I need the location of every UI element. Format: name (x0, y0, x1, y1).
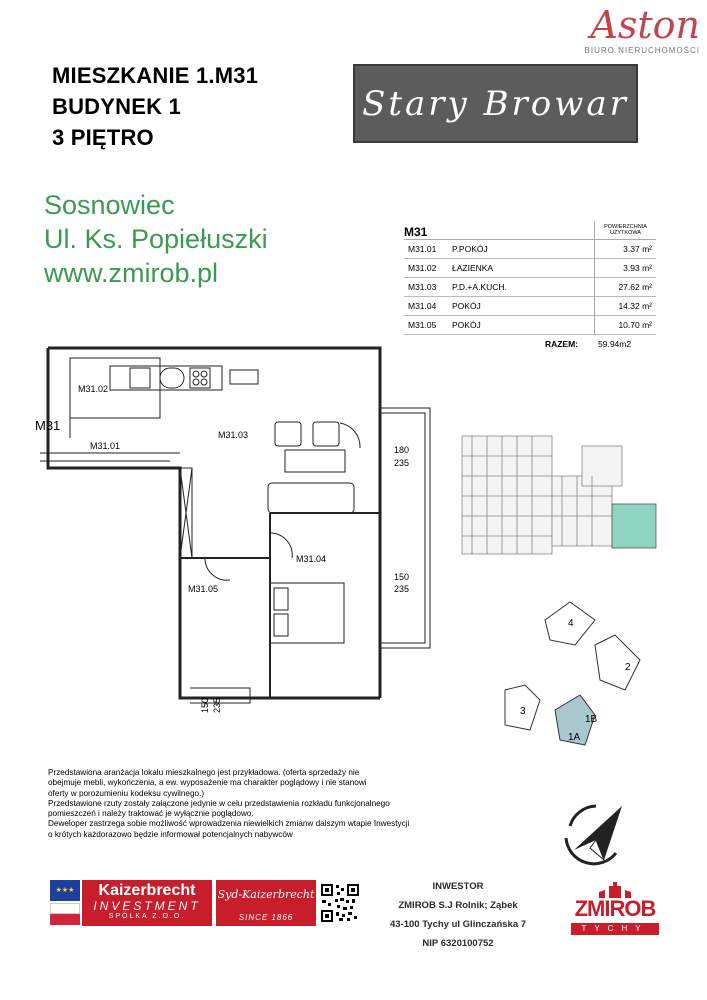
area-table-row (404, 278, 656, 297)
developer-logo (565, 880, 665, 942)
disclaimer-line: pomieszczeń i należy traktować je wyłącznie poglądowo. (48, 809, 254, 819)
project-logo-text: Stary Browar (362, 83, 629, 124)
developer-name: ZMIROB (574, 896, 656, 921)
area-cell-name: POKÓJ (452, 320, 481, 330)
area-cell-area: 3.93 m² (594, 259, 656, 278)
location-street: Ul. Ks. Popiełuszki (44, 224, 268, 254)
area-table-header (404, 222, 656, 240)
agency-logo-name: Aston (590, 3, 700, 47)
partner-line2: INVESTMENT (93, 899, 201, 913)
floor-plan-unit-code: M31 (35, 418, 61, 433)
area-cell-code: M31.05 (408, 320, 437, 330)
room-label-02: M31.02 (78, 384, 109, 394)
compass-icon (556, 798, 630, 872)
area-cell-area: 10.70 m² (594, 316, 656, 335)
apartment-title (52, 60, 258, 153)
total-label: RAZEM: (544, 339, 578, 349)
window-dim-1-top: 180 (394, 445, 410, 455)
room-label-01: M31.01 (90, 441, 121, 451)
apartment-number: MIESZKANIE 1.M31 (52, 63, 259, 88)
area-cell-name: POKÓJ (452, 301, 481, 311)
area-table-row (404, 259, 656, 278)
agency-logo-subtitle: BIURO NIERUCHOMOŚCI (584, 46, 700, 55)
site-label-4: 4 (568, 618, 574, 629)
project-logo (353, 64, 638, 143)
area-cell-area: 14.32 m² (594, 297, 656, 316)
area-cell-code: M31.01 (408, 244, 437, 254)
location-block (44, 188, 268, 290)
room-label-05: M31.05 (188, 584, 219, 594)
investor-block (372, 877, 544, 953)
investor-address: 43-100 Tychy ul Glinczańska 7 (389, 919, 527, 930)
agency-logo (582, 4, 700, 55)
area-cell-code: M31.04 (408, 301, 437, 311)
area-cell-name: P.POKÓJ (452, 244, 488, 254)
disclaimer (48, 768, 418, 840)
floor-minimap (452, 426, 667, 566)
website-link[interactable]: www.zmirob.pl (44, 258, 219, 288)
partner-line3: SPÓŁKA Z.O.O. (108, 913, 186, 920)
window-dim-3-bottom: 235 (212, 697, 222, 713)
area-cell-code: M31.03 (408, 282, 437, 292)
floor-number: 3 PIĘTRO (52, 125, 154, 150)
partner-logo (50, 880, 316, 926)
site-map-drawing (485, 600, 645, 750)
area-table-row (404, 316, 656, 335)
room-label-04: M31.04 (296, 554, 327, 564)
location-city: Sosnowiec (44, 190, 175, 220)
area-cell-area: 27.62 m² (594, 278, 656, 297)
site-label-2: 2 (625, 662, 631, 673)
site-map (485, 600, 645, 750)
area-cell-area: 3.37 m² (594, 240, 656, 259)
partner-script-logo (216, 880, 316, 926)
pl-flag-white-icon (50, 903, 80, 914)
area-table-unit-code: M31 (404, 225, 428, 239)
window-dim-2-top: 150 (394, 572, 410, 582)
disclaimer-line: Przedstawiona aranżacja lokalu mieszkalnego jest przykładowa. (oferta sprzedaży nie (48, 768, 360, 777)
floor-plan (30, 338, 450, 738)
site-label-3: 3 (520, 706, 526, 717)
disclaimer-line: Przedstawione rzuty zostały załączone jedynie w celu przedstawienia rozkładu funkcjonalnego (48, 798, 390, 808)
window-dim-2-bottom: 235 (394, 584, 410, 594)
qr-code-icon[interactable] (320, 883, 360, 923)
area-table-rows (404, 240, 656, 335)
partner-name: Kaizerbrecht (98, 882, 196, 899)
investor-nip: NIP 6320100752 (422, 938, 494, 949)
building-number: BUDYNEK 1 (52, 94, 181, 119)
window-dim-3-top: 150 (200, 697, 210, 713)
area-table-row (404, 240, 656, 259)
area-table-column-header: POWIERZCHNIA UŻYTKOWA (594, 221, 656, 239)
partner-script-name: Syd-Kaizerbrecht (217, 888, 315, 901)
total-value: 59.94m2 (598, 339, 632, 349)
area-table-row (404, 297, 656, 316)
disclaimer-line: oferty w porozumieniu kodeksu cywilnego.) (48, 788, 205, 798)
developer-city: TYCHY (571, 923, 659, 935)
disclaimer-line: o krótych każdorazowo będzie informował potencjalnych nabywców (48, 829, 293, 839)
eu-flag-icon: ★★★ (50, 880, 80, 901)
window-dim-1-bottom: 235 (394, 458, 410, 468)
site-label-1b: 1B (585, 714, 598, 725)
area-table (404, 222, 656, 353)
room-label-03: M31.03 (218, 430, 249, 440)
area-cell-code: M31.02 (408, 263, 437, 273)
disclaimer-line: obejmuje mebli, wykończenia, a ew. wyposażenie ma charakter poglądowy i nie stanowi (48, 778, 367, 788)
investor-company: ZMIROB S.J Rolnik; Ząbek (398, 900, 518, 911)
highlighted-unit (612, 504, 656, 548)
area-cell-name: P.D.+A.KUCH. (452, 282, 507, 292)
site-label-1a: 1A (568, 732, 581, 743)
pl-flag-red-icon (50, 914, 80, 925)
floor-plan-drawing (30, 338, 450, 738)
partner-since: SINCE 1866 (238, 913, 294, 922)
partner-brand (82, 880, 212, 926)
area-cell-name: ŁAZIENKA (452, 263, 494, 273)
disclaimer-line: Deweloper zastrzega sobie możliwość wprowadzenia niewielkich zmianw dalszym wtapie Inwestycji (48, 819, 410, 829)
investor-title: INWESTOR (432, 881, 484, 892)
